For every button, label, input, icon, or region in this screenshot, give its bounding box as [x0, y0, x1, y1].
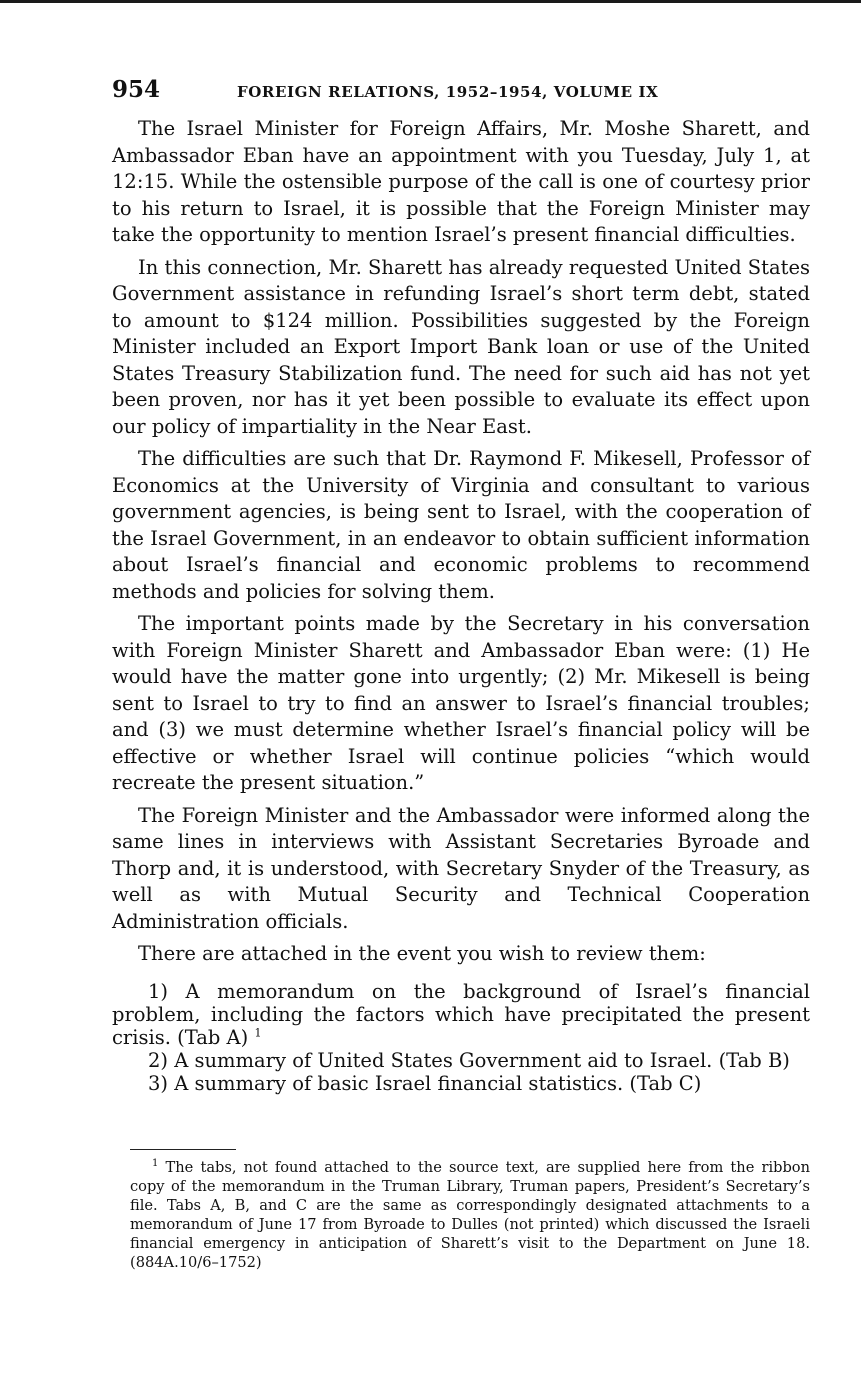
footnote	[130, 1158, 810, 1272]
attachments-list	[112, 980, 810, 1095]
attachment-item	[112, 980, 810, 1049]
attachment-item	[112, 1072, 810, 1095]
top-edge-rule	[0, 0, 861, 3]
footnote-text: The tabs, not found attached to the source text, are supplied here from the ribbon copy of the memorandum in the Truman Library, Truman papers, President’s Secretary’s file. Tabs A, B, and C are the same as correspondingly designated attachments to a memorandum of June 17 from Byroade to Dulles (not printed) which discussed the Israeli financial emergency in anticipation of Sharett’s visit to the Department on June 18. (884A.10/6–1752)	[130, 1158, 810, 1271]
body-text	[112, 116, 810, 968]
document-page	[112, 76, 810, 1272]
attachment-text: 3) A summary of basic Israel financial statistics. (Tab C)	[148, 1071, 702, 1095]
paragraph: The important points made by the Secretary in his conversation with Foreign Minister Sharett and Ambassador Eban were: (1) He would have the matter gone into urgently; (2) Mr. Mikesell is being sent to Israel to try to find an answer to Israel’s financial troubles; and (3) we must determine whether Israel’s financial policy will be effective or whether Israel will continue policies “which would recreate the present situation.”	[112, 612, 810, 794]
page-number: 954	[112, 76, 161, 103]
paragraph: The Israel Minister for Foreign Affairs, Mr. Moshe Sharett, and Ambassador Eban have an appointment with you Tuesday, July 1, at 12:15. While the ostensible purpose of the call is one of courtesy prior to his return to Israel, it is possible that the Foreign Minister may take the opportunity to mention Israel’s present financial difficulties.	[112, 117, 810, 246]
running-title: FOREIGN RELATIONS, 1952–1954, VOLUME IX	[237, 83, 659, 101]
paragraph: In this connection, Mr. Sharett has already requested United States Government assistance in refunding Israel’s short term debt, stated to amount to $124 million. Possibilities suggested by the Foreign Minister included an Export Import Bank loan or use of the United States Treasury Stabilization fund. The need for such aid has not yet been proven, nor has it yet been possible to evaluate its effect upon our policy of impartiality in the Near East.	[112, 255, 810, 438]
attachment-item	[112, 1049, 810, 1072]
footnote-reference[interactable]: 1	[254, 1026, 262, 1039]
running-head	[112, 76, 810, 116]
footnote-divider	[130, 1149, 236, 1150]
attachment-text: 2) A summary of United States Government aid to Israel. (Tab B)	[148, 1048, 790, 1072]
paragraph: The difficulties are such that Dr. Raymond F. Mikesell, Professor of Economics at the University of Virginia and consultant to various government agencies, is being sent to Israel, with the cooperation of the Israel Government, in an endeavor to obtain sufficient information about Israel’s financial and economic problems to recommend methods and policies for solving them.	[112, 447, 810, 603]
paragraph: There are attached in the event you wish to review them:	[138, 942, 706, 965]
attachment-text: 1) A memorandum on the background of Israel’s financial problem, including the factors which have precipitated the present crisis. (Tab A)	[112, 979, 810, 1049]
paragraph: The Foreign Minister and the Ambassador were informed along the same lines in interviews with Assistant Secretaries Byroade and Thorp and, it is understood, with Secretary Snyder of the Treasury, as well as with Mutual Security and Technical Cooperation Administration officials.	[112, 803, 810, 933]
footnote-marker: 1	[152, 1157, 159, 1169]
